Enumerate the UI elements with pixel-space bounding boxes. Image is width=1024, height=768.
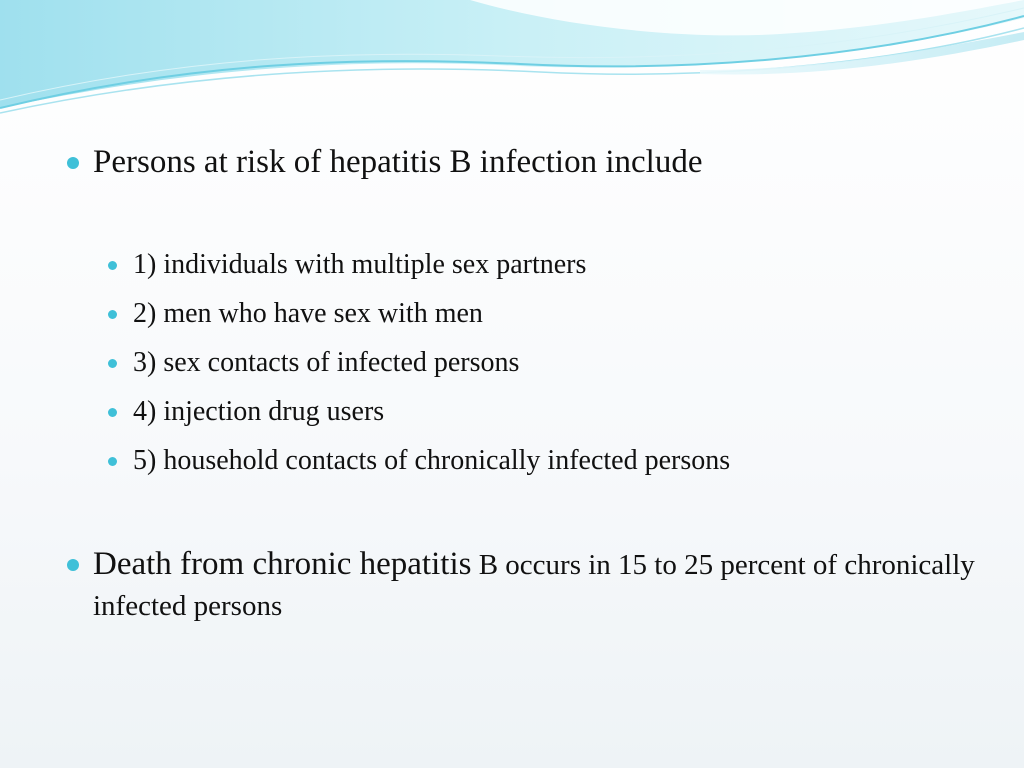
list-item: 5) household contacts of chronically infected persons: [108, 444, 968, 493]
bullet-icon: [108, 408, 117, 417]
bullet-icon: [108, 310, 117, 319]
bullet-death-rate-lead: Death from chronic hepatitis: [93, 546, 472, 582]
list-item: 4) injection drug users: [108, 395, 968, 444]
header-wave-decoration: [0, 0, 1024, 130]
bullet-death-rate: [64, 544, 993, 626]
bullet-icon: [108, 261, 117, 270]
bullet-icon: [108, 457, 117, 466]
risk-group-list: [108, 248, 968, 493]
list-item: 2) men who have sex with men: [108, 297, 968, 346]
bullet-death-rate-rest: B occurs in 15 to 25 percent of chronically infected persons: [93, 549, 975, 622]
list-item: 1) individuals with multiple sex partners: [108, 248, 968, 297]
bullet-risk-persons-text: Persons at risk of hepatitis B infection include: [93, 144, 703, 180]
bullet-risk-persons: [64, 142, 702, 182]
bullet-icon: [67, 559, 79, 571]
bullet-icon: [67, 157, 79, 169]
bullet-icon: [108, 359, 117, 368]
list-item: 3) sex contacts of infected persons: [108, 346, 968, 395]
